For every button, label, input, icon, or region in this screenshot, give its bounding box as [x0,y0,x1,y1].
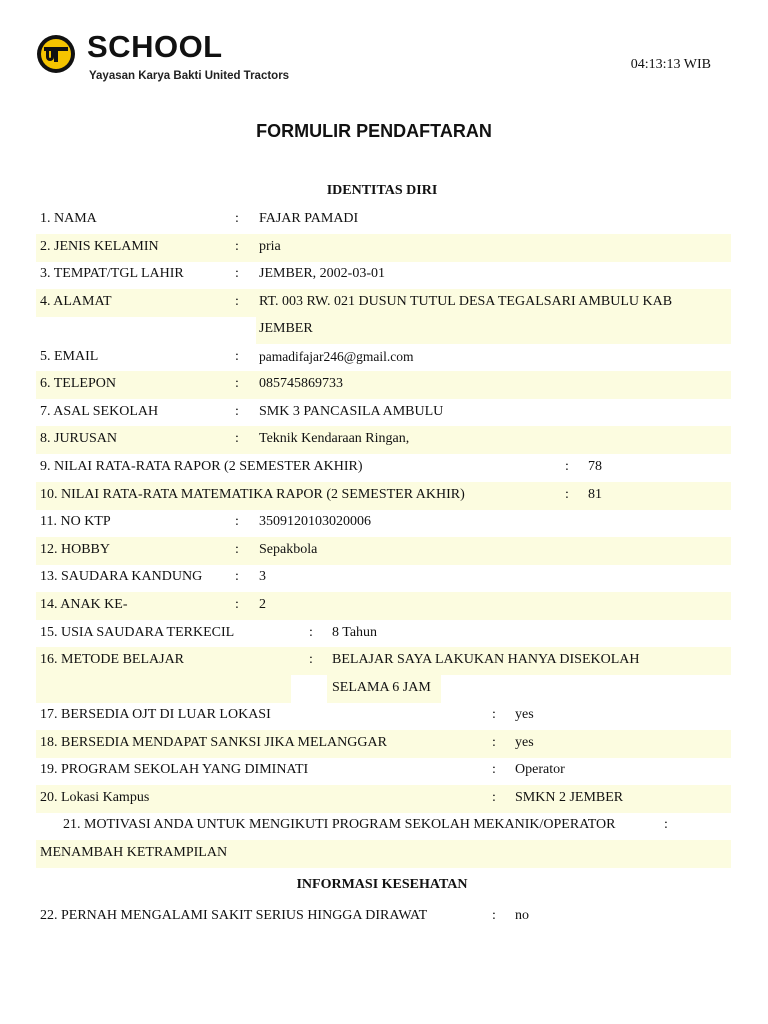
form-row [36,426,731,454]
separator-colon: : [492,707,496,722]
form-row-continuation [36,675,731,703]
section-heading-health: INFORMASI KESEHATAN [296,877,468,892]
ut-logo-icon [36,34,76,74]
logo-wordmark: SCHOOL [87,29,223,64]
form-row [36,289,731,317]
form-row [36,757,731,785]
field-label: 6. TELEPON [40,376,116,391]
field-label: 21. MOTIVASI ANDA UNTUK MENGIKUTI PROGRAM SEKOLAH MEKANIK/OPERATOR [63,817,616,832]
field-value: no [515,908,529,923]
form-row-continuation [36,840,731,868]
separator-colon: : [235,376,239,391]
field-label: 14. ANAK KE- [40,597,128,612]
separator-colon: : [235,211,239,226]
form-row [36,903,731,931]
form-row [36,730,731,758]
field-value: 81 [588,487,602,502]
separator-colon: : [565,487,569,502]
separator-colon: : [235,597,239,612]
separator-colon: : [492,790,496,805]
separator-colon: : [235,514,239,529]
field-value: 3509120103020006 [259,514,371,529]
separator-colon: : [492,908,496,923]
field-value: yes [515,707,534,722]
form-title: FORMULIR PENDAFTARAN [256,121,492,141]
field-label: 12. HOBBY [40,542,111,557]
field-label: 22. PERNAH MENGALAMI SAKIT SERIUS HINGGA DIRAWAT [40,908,428,923]
field-label: 10. NILAI RATA-RATA MATEMATIKA RAPOR (2 SEMESTER AKHIR) [40,487,465,502]
form-row [36,785,731,813]
form-row [36,261,731,289]
field-label: 8. JURUSAN [40,431,118,446]
field-value: pria [259,239,281,254]
form-row [36,454,731,482]
field-label: 19. PROGRAM SEKOLAH YANG DIMINATI [40,762,309,777]
field-value: SMKN 2 JEMBER [515,790,624,805]
form-row-continuation [256,316,731,344]
separator-colon: : [235,404,239,419]
field-label: 7. ASAL SEKOLAH [40,404,159,419]
separator-colon: : [492,762,496,777]
field-value: yes [515,735,534,750]
form-row [36,371,731,399]
separator-colon: : [235,294,239,309]
field-value-continued: JEMBER [259,321,313,336]
form-row [36,812,731,840]
logo-subtitle: Yayasan Karya Bakti United Tractors [89,70,290,82]
form-row [36,399,731,427]
form-row [36,702,731,730]
field-value: 2 [259,597,266,612]
form-row [36,537,731,565]
field-label: 13. SAUDARA KANDUNG [40,569,203,584]
separator-colon: : [235,569,239,584]
field-label: 17. BERSEDIA OJT DI LUAR LOKASI [40,707,271,722]
school-logo [36,29,296,93]
separator-colon: : [309,652,313,667]
field-value: 3 [259,569,266,584]
separator-colon: : [492,735,496,750]
separator-colon: : [664,817,668,832]
field-label: 2. JENIS KELAMIN [40,239,159,254]
form-row [36,206,731,234]
field-value: 8 Tahun [332,625,378,640]
field-value: BELAJAR SAYA LAKUKAN HANYA DISEKOLAH [332,652,640,667]
field-value: RT. 003 RW. 021 DUSUN TUTUL DESA TEGALSARI AMBULU KAB [259,294,673,309]
form-row [36,620,731,648]
field-label: 9. NILAI RATA-RATA RAPOR (2 SEMESTER AKHIR) [40,459,363,474]
field-label: 18. BERSEDIA MENDAPAT SANKSI JIKA MELANGGAR [40,735,387,750]
form-row [36,482,731,510]
row-highlight [36,675,291,703]
field-value: 085745869733 [259,376,343,391]
field-value-continued: SELAMA 6 JAM [332,680,431,695]
field-value: Sepakbola [259,542,318,557]
form-row [36,592,731,620]
field-label: 4. ALAMAT [40,294,112,309]
field-label: 11. NO KTP [40,514,111,529]
separator-colon: : [309,625,313,640]
separator-colon: : [235,266,239,281]
field-value: MENAMBAH KETRAMPILAN [40,845,228,860]
field-label: 15. USIA SAUDARA TERKECIL [40,625,235,640]
field-value: Teknik Kendaraan Ringan, [259,431,410,446]
separator-colon: : [235,239,239,254]
section-heading-identity: IDENTITAS DIRI [326,183,438,198]
separator-colon: : [235,431,239,446]
field-value: pamadifajar246@gmail.com [259,349,414,364]
field-value: JEMBER, 2002-03-01 [259,266,385,281]
separator-colon: : [235,542,239,557]
field-label: 1. NAMA [40,211,97,226]
form-row [36,234,731,262]
form-row [36,564,731,592]
separator-colon: : [235,349,239,364]
separator-colon: : [565,459,569,474]
form-row [36,344,731,372]
form-row [36,509,731,537]
field-value: FAJAR PAMADI [259,211,359,226]
field-value: Operator [515,762,565,777]
field-label: 3. TEMPAT/TGL LAHIR [40,266,184,281]
timestamp: 04:13:13 WIB [630,57,711,72]
field-label: 20. Lokasi Kampus [40,790,150,805]
field-value: 78 [588,459,602,474]
field-value: SMK 3 PANCASILA AMBULU [259,404,444,419]
form-row [36,647,731,675]
field-label: 5. EMAIL [40,349,99,364]
field-label: 16. METODE BELAJAR [40,652,185,667]
